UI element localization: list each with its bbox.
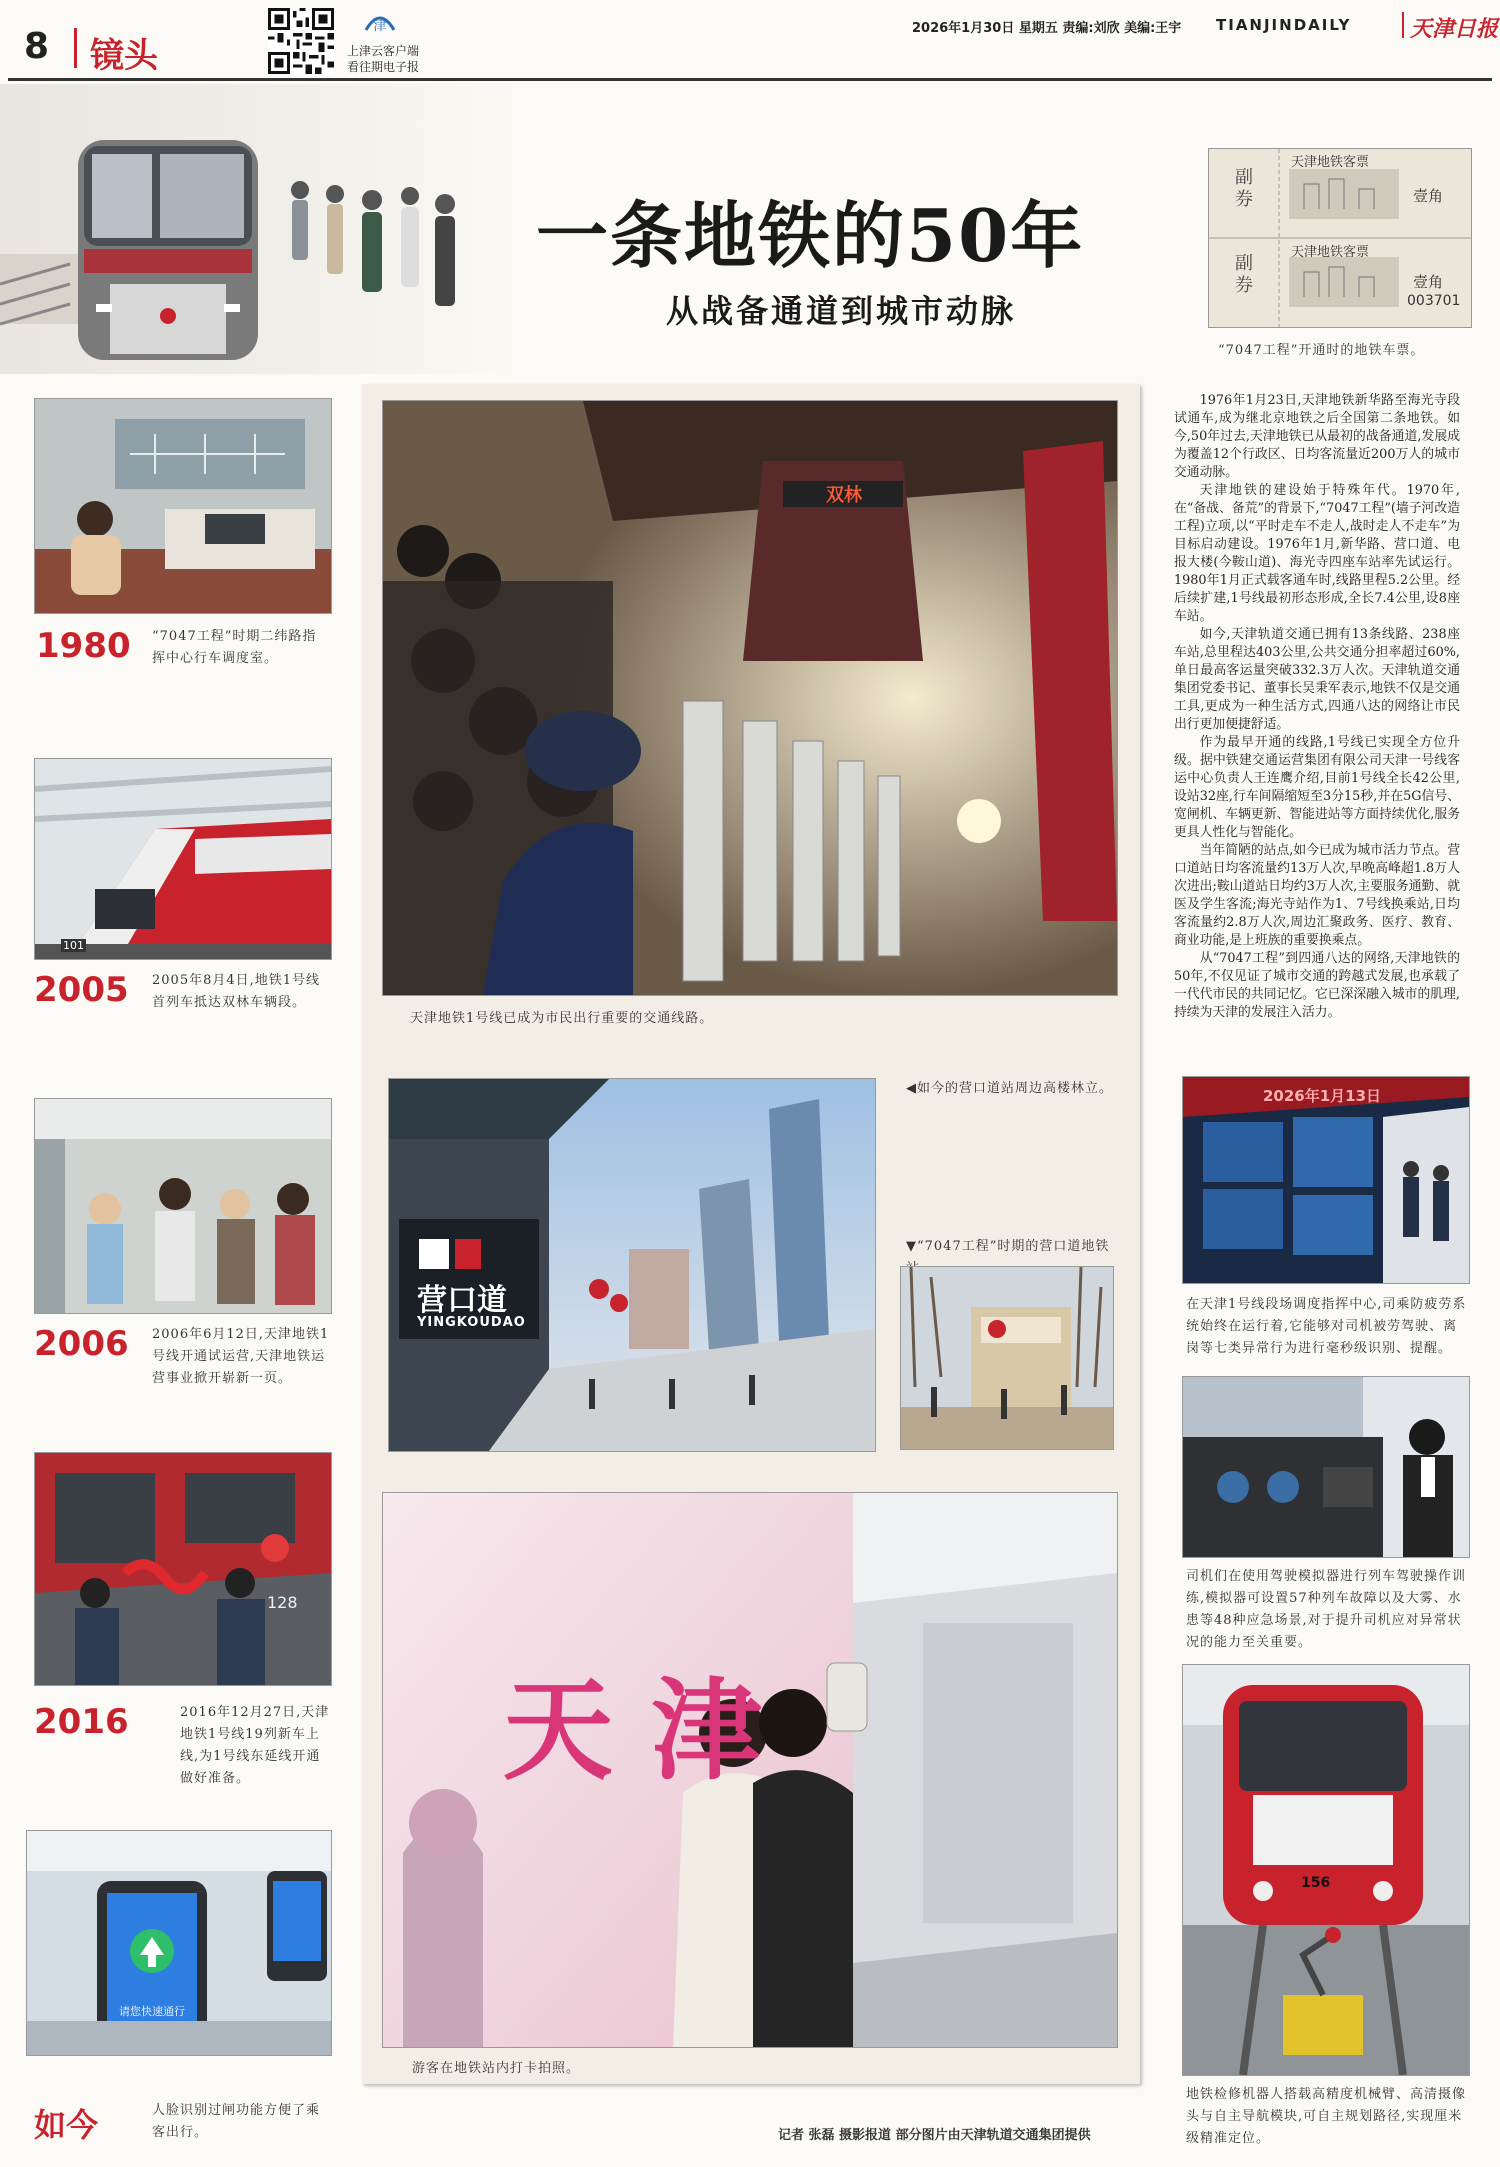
timeline-photo-2005[interactable] bbox=[34, 758, 332, 960]
app-promo-line2: 看往期电子报 bbox=[347, 60, 420, 74]
timeline-photo-2016[interactable] bbox=[34, 1452, 332, 1686]
banner-train-illustration bbox=[0, 84, 520, 374]
timeline-caption-2005: 2005年8月4日,地铁1号线首列车抵达双林车辆段。 bbox=[152, 973, 321, 1010]
brand-chinese: 天津日报 bbox=[1410, 16, 1499, 42]
driving-simulator-photo[interactable] bbox=[1182, 1376, 1470, 1558]
page-header bbox=[0, 0, 1500, 78]
timeline-photo-today[interactable] bbox=[26, 1830, 332, 2056]
page-number: 8 bbox=[24, 26, 50, 67]
timeline-photo-1980[interactable] bbox=[34, 398, 332, 614]
date-line: 2026年1月30日 星期五 责编:刘欣 美编:王宇 bbox=[912, 21, 1182, 36]
selfie-caption: 游客在地铁站内打卡拍照。 bbox=[412, 2061, 581, 2076]
timeline-caption-today: 人脸识别过闸功能方便了乘客出行。 bbox=[152, 2103, 321, 2140]
article-paragraph: 如今,天津轨道交通已拥有13条线路、238座车站,总里程达403公里,公共交通分担率超过60%,单日最高客运量突破332.3万人次。天津轨道交通集团党委书记、董事长吴秉军表示,地铁不仅是交通工具,更成为一种生活方式,四通八达的网络让市民出行更加便捷舒适。 bbox=[1174, 627, 1460, 732]
train-number-2005: 101 bbox=[63, 939, 84, 952]
ticket-title: 天津地铁客票 bbox=[1291, 155, 1370, 170]
simulator-caption: 司机们在使用驾驶模拟器进行列车驾驶操作训练,模拟器可设置57种列车故障以及大雾、水患等48种应急场景,对于提升司机应对异常状况的能力至关重要。 bbox=[1186, 1569, 1467, 1650]
footer-credits: 记者 张磊 摄影报道 部分图片由天津轨道交通集团提供 bbox=[778, 2128, 1091, 2143]
timeline-caption-1980: “7047工程”时期二纬路指挥中心行车调度室。 bbox=[152, 629, 317, 666]
train-number-156: 156 bbox=[1301, 1875, 1331, 1891]
ticket-photo[interactable] bbox=[1208, 148, 1472, 328]
header-divider bbox=[74, 28, 77, 68]
robot-caption: 地铁检修机器人搭载高精度机械臂、高清摄像头与自主导航模块,可自主规划路径,实现厘米级精准定位。 bbox=[1186, 2087, 1467, 2146]
article-paragraph: 天津地铁的建设始于特殊年代。1970年,在“备战、备荒”的背景下,“7047工程”(墙子河改造工程)立项,以“平时走车不走人,战时走人不走车”为目标启动建设。1976年1月,新华路、营口道、电报大楼(今鞍山道)、海光寺四座车站率先试运行。1980年1月正式载客通车时,线路里程5.2公里。经后续扩建,1号线最初形态形成,全长7.4公里,设8座车站。 bbox=[1174, 483, 1460, 624]
qr-code-icon[interactable] bbox=[268, 8, 334, 74]
brand-english: TIANJINDAILY bbox=[1216, 16, 1352, 34]
train-destination-sign: 双林 bbox=[826, 485, 862, 506]
old-yingkou-station-photo[interactable] bbox=[900, 1266, 1114, 1450]
timeline-year-today: 如今 bbox=[34, 2106, 99, 2144]
timeline-year-2005: 2005 bbox=[34, 970, 129, 1010]
platform-caption: 天津地铁1号线已成为市民出行重要的交通线路。 bbox=[410, 1011, 714, 1026]
station-sign-cn: 营口道 bbox=[417, 1283, 507, 1318]
svg-text:津: 津 bbox=[373, 19, 387, 34]
ticket-stub-label-2: 副券 bbox=[1235, 253, 1253, 296]
timeline-year-1980: 1980 bbox=[36, 626, 131, 666]
station-sign-en: YINGKOUDAO bbox=[417, 1315, 526, 1330]
app-promo-line1: 上津云客户端 bbox=[347, 44, 420, 58]
app-logo-icon bbox=[362, 10, 398, 34]
dispatch-screen-date: 2026年1月13日 bbox=[1263, 1087, 1382, 1105]
yingkou-station-photo[interactable] bbox=[388, 1078, 876, 1452]
article-paragraph: 当年简陋的站点,如今已成为城市活力节点。营口道站日均客流量约13万人次,早晚高峰超1.8万人次进出;鞍山道站日均约3万人次,主要服务通勤、就医及学生客流;海光寺站作为1、7号线换乘站,日均客流量约2.8万人次,周边汇聚政务、医疗、教育、商业功能,是上班族的重要换乘点。 bbox=[1174, 843, 1460, 948]
ticket-stub-label: 副券 bbox=[1235, 167, 1253, 210]
timeline-caption-2016: 2016年12月27日,天津地铁1号线19列新车上线,为1号线东延线开通做好准备。 bbox=[180, 1705, 330, 1786]
ticket-serial: 003701 bbox=[1407, 293, 1461, 309]
article-paragraph: 从“7047工程”到四通八达的网络,天津地铁的50年,不仅见证了城市交通的跨越式发展,也承载了一代代市民的共同记忆。它已深深融入城市的肌理,持续为天津的发展注入活力。 bbox=[1174, 951, 1460, 1020]
ticket-caption: “7047工程”开通时的地铁车票。 bbox=[1218, 343, 1425, 358]
platform-photo[interactable] bbox=[382, 400, 1118, 996]
train-number-2016: 128 bbox=[267, 1593, 298, 1612]
timeline-year-2016: 2016 bbox=[34, 1702, 129, 1742]
timeline-photo-2006[interactable] bbox=[34, 1098, 332, 1314]
timeline-year-2006: 2006 bbox=[34, 1324, 129, 1364]
article-body bbox=[1174, 392, 1460, 1022]
article-paragraph: 作为最早开通的线路,1号线已实现全方位升级。据中铁建交通运营集团有限公司天津一号线客运中心负责人王连鹰介绍,目前1号线全长42公里,设站32座,行车间隔缩短至3分15秒,并在5G信号、宽闸机、车辆更新、智能进站等方面持续优化,服务更具人性化与智能化。 bbox=[1174, 735, 1460, 840]
ticket-title-2: 天津地铁客票 bbox=[1291, 245, 1370, 260]
inspection-robot-photo[interactable] bbox=[1182, 1664, 1470, 2076]
gate-screen-text: 请您快速通行 bbox=[119, 2005, 185, 2018]
selfie-photo[interactable] bbox=[382, 1492, 1118, 2048]
timeline-caption-2006: 2006年6月12日,天津地铁1号线开通试运营,天津地铁运营事业掀开崭新一页。 bbox=[152, 1327, 330, 1386]
ticket-price: 壹角 bbox=[1413, 187, 1444, 205]
ticket-price-2: 壹角 bbox=[1413, 273, 1444, 291]
section-title: 镜头 bbox=[90, 36, 158, 76]
headline-subtitle: 从战备通道到城市动脉 bbox=[666, 292, 1017, 330]
dispatch-center-photo[interactable] bbox=[1182, 1076, 1470, 1284]
dispatch-caption: 在天津1号线段场调度指挥中心,司乘防疲劳系统始终在运行着,它能够对司机被劳驾驶、离岗等七类异常行为进行毫秒级识别、提醒。 bbox=[1186, 1297, 1467, 1356]
yingkou-caption: ◀如今的营口道站周边高楼林立。 bbox=[906, 1081, 1113, 1096]
old-station-caption: ▼“7047工程”时期的营口道地铁 bbox=[906, 1239, 1110, 1254]
mural-calligraphy: 天 津 bbox=[503, 1666, 762, 1795]
headline-title: 一条地铁的50年 bbox=[536, 193, 1085, 278]
article-paragraph: 1976年1月23日,天津地铁新华路至海光寺段试通车,成为继北京地铁之后全国第二条地铁。如今,50年过去,天津地铁已从最初的战备通道,发展成为覆盖12个行政区、日均客流量近200万人的城市交通动脉。 bbox=[1174, 393, 1460, 480]
brand-divider bbox=[1402, 12, 1404, 38]
header-rule bbox=[8, 78, 1492, 81]
